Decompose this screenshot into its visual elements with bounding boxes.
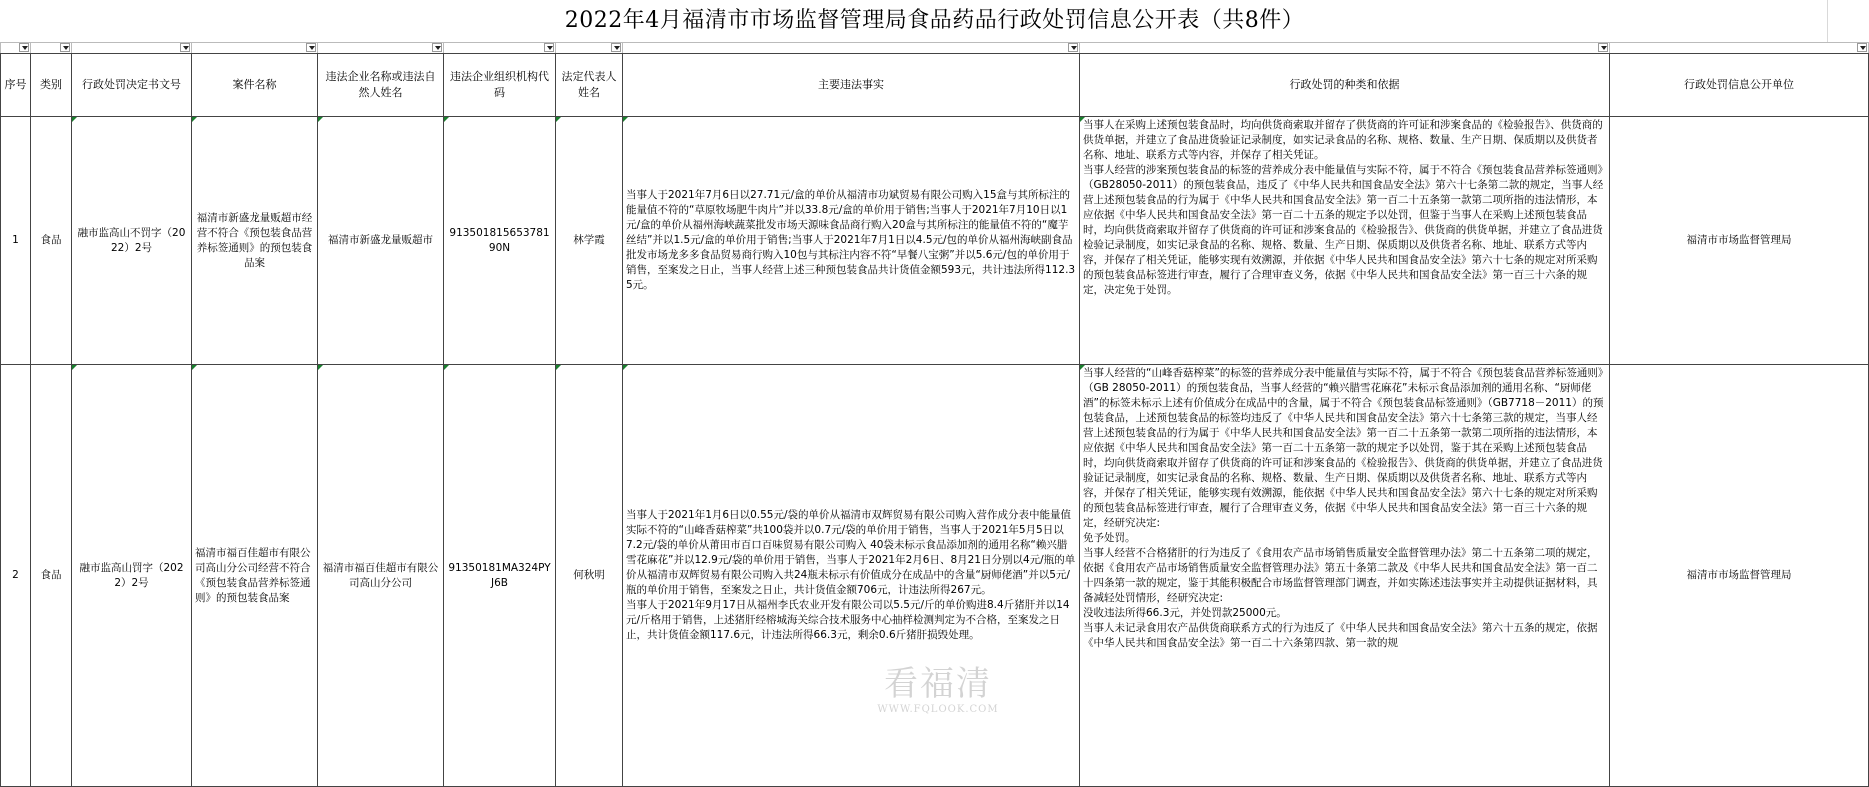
comment-marker-icon xyxy=(72,117,77,122)
header-no: 序号 xyxy=(1,54,31,117)
basis-paragraph: 当事人未记录食用农产品供货商联系方式的行为违反了《中华人民共和国食品安全法》第六十五条的规定，依据《中华人民共和国食品安全法》第一百二十六条第四款、第一款的规 xyxy=(1083,622,1598,649)
filter-cell xyxy=(556,43,623,54)
cell-legal-rep xyxy=(556,365,623,787)
filter-cell xyxy=(1080,43,1610,54)
filter-dropdown-icon[interactable] xyxy=(1598,43,1608,52)
filter-cell xyxy=(1610,43,1869,54)
cell-org-code xyxy=(444,117,556,365)
facts-paragraph: 7.2元/袋的单价从莆田市百口百味贸易有限公司购入 40袋未标示食品添加剂的通用名称“赖兴腊雪花麻花”并以12.9元/袋的单价用于销售，当事人于2021年2月6日、8月21日分别以4元/瓶的单价从福清市双辉贸易有限公司购入共24瓶未标示有价值成分在成品中的含量“厨师佬酒”并以5元/瓶的单价用于销售，至案发之日止，共计货值金额706元，计违法所得267元。 xyxy=(626,539,1076,596)
filter-row xyxy=(1,43,1869,54)
facts-paragraph: 当事人于2021年1月6日以0.55元/袋的单价从福清市双辉贸易有限公司购入营作成分表中能量值实际不符的“山峰香菇榨菜”共100袋并以0.7元/袋的单价用于销售，当事人于2021年5月5日以 xyxy=(626,509,1071,536)
header-row xyxy=(1,54,1869,117)
header-org-code: 违法企业组织机构代码 xyxy=(444,54,556,117)
watermark-url: WWW.FQLOOK.COM xyxy=(877,704,999,715)
comment-marker-icon xyxy=(444,117,449,122)
header-case-name: 案件名称 xyxy=(192,54,318,117)
org-code-text: 91350181565378190N xyxy=(449,226,550,254)
header-category: 类别 xyxy=(31,54,72,117)
comment-marker-icon xyxy=(556,117,561,122)
filter-dropdown-icon[interactable] xyxy=(180,43,190,52)
cell-doc-no xyxy=(72,365,192,787)
watermark-main: 看福清 xyxy=(884,664,992,704)
comment-marker-icon xyxy=(623,117,628,122)
sheet-title: 2022年4月福清市市场监督管理局食品药品行政处罚信息公开表（共8件） xyxy=(564,8,1305,33)
company-text: 福清市新盛龙量贩超市 xyxy=(328,234,433,246)
cell-basis xyxy=(1080,365,1610,787)
filter-cell xyxy=(318,43,444,54)
comment-marker-icon xyxy=(1080,365,1085,370)
comment-marker-icon xyxy=(192,365,197,370)
facts-paragraph: 当事人于2021年7月6日以27.71元/盒的单价从福清市功斌贸易有限公司购入15盒与其所标注的能量值不符的“草原牧场肥牛肉片”并以33.8元/盒的单价用于销售;当事人于2021年7月10日以1元/盒的单价从福州海峡蔬菜批发市场天源味食品商行购入20盒与其所标注的能量值不符的“魔芋丝结”并以1.5元/盒的单价用于销售;当事人于2021年7月1日以4.5元/包的单价从福州海峡副食品批发市场龙多多食品贸易商行购入10包与其标注内容不符“早餐八宝粥”并以5.6元/包的单价用于销售，至案发之日止，当事人经营上述三种预包装食品共计货值金额593元，共计违法所得112.35元。 xyxy=(626,189,1076,291)
basis-paragraph: 免予处罚。 xyxy=(1083,532,1136,544)
comment-marker-icon xyxy=(318,117,323,122)
cell-unit: 福清市市场监督管理局 xyxy=(1610,117,1869,365)
filter-dropdown-icon[interactable] xyxy=(306,43,316,52)
cell-category: 食品 xyxy=(31,365,72,787)
filter-dropdown-icon[interactable] xyxy=(432,43,442,52)
header-doc-no: 行政处罚决定书文号 xyxy=(72,54,192,117)
comment-marker-icon xyxy=(318,365,323,370)
case-name-text: 福清市新盛龙量贩超市经营不符合《预包装食品营养标签通则》的预包装食品案 xyxy=(196,211,313,269)
cell-case-name xyxy=(192,117,318,365)
comment-marker-icon xyxy=(72,365,77,370)
comment-marker-icon xyxy=(192,117,197,122)
filter-cell xyxy=(1,43,31,54)
filter-cell xyxy=(444,43,556,54)
cell-facts xyxy=(623,365,1080,787)
header-basis: 行政处罚的种类和依据 xyxy=(1080,54,1610,117)
case-name-text: 福清市福百佳超市有限公司高山分公司经营不符合《预包装食品营养标签通则》的预包装食品案 xyxy=(195,546,311,604)
basis-paragraph: 当事人经营的“山峰香菇榨菜”的标签的营养成分表中能量值与实际不符，属于不符合《预包装食品营养标签通则》（GB 28050-2011）的预包装食品，当事人经营的“赖兴腊雪花麻花”未标示食品添加剂的通用名称、“厨师佬酒”的标签未标示上述有价值成分在成品中的含量，属于不符合《预包装食品标签通则》（GB7718－2011）的预包装食品，上述预包装食品的标签均违反了《中华人民共和国食品安全法》第六十七条第三款的规定，当事人经营上述预包装食品的行为属于《中华人民共和国食品安全法》第一百二十五条第一款第二项所指的违法情形，本应依据《中华人民共和国食品安全法》第一百二十五条第一款的规定予以处罚，鉴于其在采购上述预包装食品时，均向供货商索取并留存了供货商的许可证和涉案食品的《检验报告》、供货商的供货单据，并建立了食品进货验证记录制度，如实记录食品的名称、规格、数量、生产日期、保质期以及供货者名称、地址、联系方式等内容，并保存了相关凭证，能够实现有效溯源，能依据《中华人民共和国食品安全法》第六十七条的规定对所采购的预包装食品标签进行审查，履行了合理审查义务，依据《中华人民共和国食品安全法》第一百三十六条的规定，经研究决定: xyxy=(1083,367,1604,529)
filter-cell xyxy=(31,43,72,54)
watermark xyxy=(873,664,1003,716)
cell-doc-no xyxy=(72,117,192,365)
basis-paragraph: 没收违法所得66.3元，并处罚款25000元。 xyxy=(1083,607,1287,619)
filter-dropdown-icon[interactable] xyxy=(544,43,554,52)
header-legal-rep: 法定代表人姓名 xyxy=(556,54,623,117)
legal-rep-text: 林学霞 xyxy=(573,234,605,246)
legal-rep-text: 何秋明 xyxy=(573,569,605,581)
table-row xyxy=(1,117,1869,365)
filter-cell xyxy=(192,43,318,54)
comment-marker-icon xyxy=(556,365,561,370)
org-code-text: 91350181MA324PYJ6B xyxy=(448,561,551,589)
cell-unit: 福清市市场监督管理局 xyxy=(1610,365,1869,787)
basis-paragraph: 当事人经营的涉案预包装食品的标签的营养成分表中能量值与实际不符，属于不符合《预包装食品营养标签通则》（GB28050-2011）的预包装食品，违反了《中华人民共和国食品安全法》第六十七条第二款的规定，当事人经营上述预包装食品的行为属于《中华人民共和国食品安全法》第一百二十五条第一款第二项所指的违法情形，本应依据《中华人民共和国食品安全法》第一百二十五条的规定予以处罚，但鉴于当事人在采购上述预包装食品时，均向供货商索取并留存了供货商的许可证和涉案食品的《检验报告》、供货商的供货单据，并建立了食品进货检验记录制度，如实记录食品的名称、规格、数量、生产日期、保质期以及供货者名称、地址、联系方式等内容，并保存了相关凭证，能够实现有效溯源，并依据《中华人民共和国食品安全法》第六十七条的规定对所采购的预包装食品标签进行审查，履行了合理审查义务，依据《中华人民共和国食品安全法》第一百三十六条的规定，决定免于处罚。 xyxy=(1083,164,1604,296)
filter-dropdown-icon[interactable] xyxy=(19,43,29,52)
filter-cell xyxy=(623,43,1080,54)
filter-dropdown-icon[interactable] xyxy=(1068,43,1078,52)
cell-case-name xyxy=(192,365,318,787)
cell-legal-rep xyxy=(556,117,623,365)
cell-no: 1 xyxy=(1,117,31,365)
cell-category: 食品 xyxy=(31,117,72,365)
doc-no-text: 融市监高山罚字（2022）2号 xyxy=(79,561,184,589)
table-row xyxy=(1,365,1869,787)
comment-marker-icon xyxy=(444,365,449,370)
basis-paragraph: 当事人在采购上述预包装食品时，均向供货商索取并留存了供货商的许可证和涉案食品的《检验报告》、供货商的供货单据，并建立了食品进货验证记录制度，如实记录食品的名称、规格、数量、生产日期、保质期以及供货者名称、地址、联系方式等内容，并保存了相关凭证。 xyxy=(1083,119,1603,161)
cell-basis xyxy=(1080,117,1610,365)
filter-dropdown-icon[interactable] xyxy=(611,43,621,52)
filter-cell xyxy=(72,43,192,54)
facts-paragraph: 当事人于2021年9月17日从福州李氏农业开发有限公司以5.5元/斤的单价购进8.4斤猪肝并以14元/斤格用于销售，上述猪肝经榕城海关综合技术服务中心抽样检测判定为不合格，至案发之日止，共计货值金额117.6元，计违法所得66.3元，剩余0.6斤猪肝损毁处理。 xyxy=(626,599,1070,641)
cell-org-code xyxy=(444,365,556,787)
cell-company xyxy=(318,117,444,365)
company-text: 福清市福百佳超市有限公司高山分公司 xyxy=(322,561,439,589)
doc-no-text: 融市监高山不罚字（2022）2号 xyxy=(77,226,186,254)
comment-marker-icon xyxy=(1080,117,1085,122)
header-unit: 行政处罚信息公开单位 xyxy=(1610,54,1869,117)
comment-marker-icon xyxy=(623,365,628,370)
basis-paragraph: 当事人经营不合格猪肝的行为违反了《食用农产品市场销售质量安全监督管理办法》第二十五条第二项的规定，依据《食用农产品市场销售质量安全监督管理办法》第五十条第二款及《中华人民共和国食品安全法》第一百二十四条第一款的规定，鉴于其能积极配合市场监督管理部门调查，并如实陈述违法事实并主动提供证据材料，具备减轻处罚情形，经研究决定: xyxy=(1083,547,1598,604)
cell-company xyxy=(318,365,444,787)
filter-dropdown-icon[interactable] xyxy=(1857,43,1867,52)
header-facts: 主要违法事实 xyxy=(623,54,1080,117)
grid-line xyxy=(1827,0,1828,42)
cell-facts xyxy=(623,117,1080,365)
cell-no: 2 xyxy=(1,365,31,787)
filter-dropdown-icon[interactable] xyxy=(60,43,70,52)
header-company: 违法企业名称或违法自然人姓名 xyxy=(318,54,444,117)
